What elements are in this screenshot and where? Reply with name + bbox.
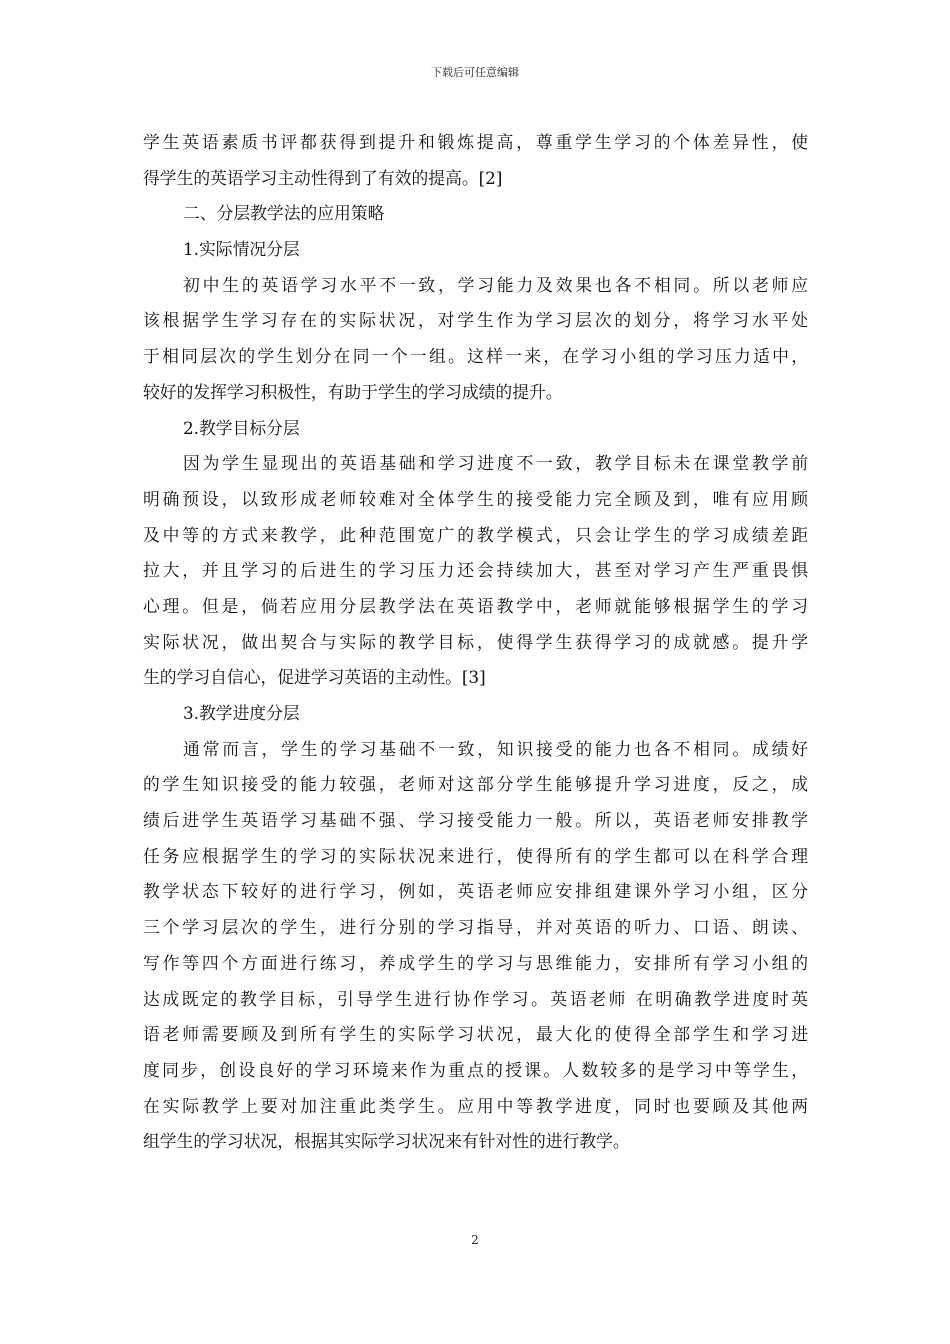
paragraph <box>143 732 808 1160</box>
subsection-heading: 1.实际情况分层 <box>183 239 300 260</box>
text-line: 生的学习自信心，促进学习英语的主动性。[3] <box>143 667 486 688</box>
text-line: 得学生的英语学习主动性得到了有效的提高。[2] <box>143 167 503 188</box>
text-line: 写作等四个方面进行练习，养成学生的学习与思维能力，安排所有学习小组的 <box>143 952 808 973</box>
text-line: 的学生知识接受的能力较强，老师对这部分学生能够提升学习进度，反之，成 <box>143 774 808 795</box>
paragraph <box>143 446 808 696</box>
page-header: 下载后可任意编辑 <box>431 66 519 79</box>
text-line: 绩后进学生英语学习基础不强、学习接受能力一般。所以，英语老师安排教学 <box>143 810 808 831</box>
text-line: 三个学习层次的学生，进行分别的学习指导，并对英语的听力、口语、朗读、 <box>143 917 808 938</box>
text-line: 语老师需要顾及到所有学生的实际学习状况，最大化的使得全部学生和学习进 <box>143 1024 808 1045</box>
text-line: 初中生的英语学习水平不一致，学习能力及效果也各不相同。所以老师应 <box>183 274 808 295</box>
text-line: 心理。但是，倘若应用分层教学法在英语教学中，老师就能够根据学生的学习 <box>143 595 808 616</box>
section-heading: 二、分层教学法的应用策略 <box>183 203 385 224</box>
paragraph <box>143 268 808 411</box>
text-line: 明确预设，以致形成老师较难对全体学生的接受能力完全顾及到，唯有应用顾 <box>143 488 808 509</box>
text-line: 实际状况，做出契合与实际的教学目标，使得学生获得学习的成就感。提升学 <box>143 631 808 652</box>
text-line: 在实际教学上要对加注重此类学生。应用中等教学进度，同时也要顾及其他两 <box>143 1095 808 1116</box>
text-line: 及中等的方式来教学，此种范围宽广的教学模式，只会让学生的学习成绩差距 <box>143 524 808 545</box>
subsection-heading: 2.教学目标分层 <box>183 417 300 438</box>
document-body <box>143 125 808 1160</box>
text-line: 教学状态下较好的进行学习，例如，英语老师应安排组建课外学习小组，区分 <box>143 881 808 902</box>
text-line: 该根据学生学习存在的实际状况，对学生作为学习层次的划分，将学习水平处 <box>143 310 808 331</box>
paragraph-continuation <box>143 125 808 196</box>
subsection-heading: 3.教学进度分层 <box>183 703 300 723</box>
text-line: 因为学生显现出的英语基础和学习进度不一致，教学目标未在课堂教学前 <box>183 453 808 474</box>
text-line: 通常而言，学生的学习基础不一致，知识接受的能力也各不相同。成绩好 <box>183 738 808 759</box>
text-line: 较好的发挥学习积极性，有助于学生的学习成绩的提升。 <box>143 381 563 402</box>
page-number: 2 <box>471 1233 479 1247</box>
text-line: 达成既定的教学目标，引导学生进行协作学习。英语老师 在明确教学进度时英 <box>143 988 808 1009</box>
text-line: 度同步，创设良好的学习环境来作为重点的授课。人数较多的是学习中等学生， <box>143 1059 808 1080</box>
text-line: 任务应根据学生的学习的实际状况来进行，使得所有的学生都可以在科学合理 <box>143 845 808 866</box>
text-line: 组学生的学习状况，根据其实际学习状况来有针对性的进行教学。 <box>143 1131 630 1152</box>
text-line: 于相同层次的学生划分在同一个一组。这样一来，在学习小组的学习压力适中， <box>143 346 808 367</box>
text-line: 拉大，并且学习的后进生的学习压力还会持续加大，甚至对学习产生严重畏惧 <box>143 560 808 581</box>
text-line: 学生英语素质书评都获得到提升和锻炼提高，尊重学生学习的个体差异性，使 <box>143 132 808 152</box>
